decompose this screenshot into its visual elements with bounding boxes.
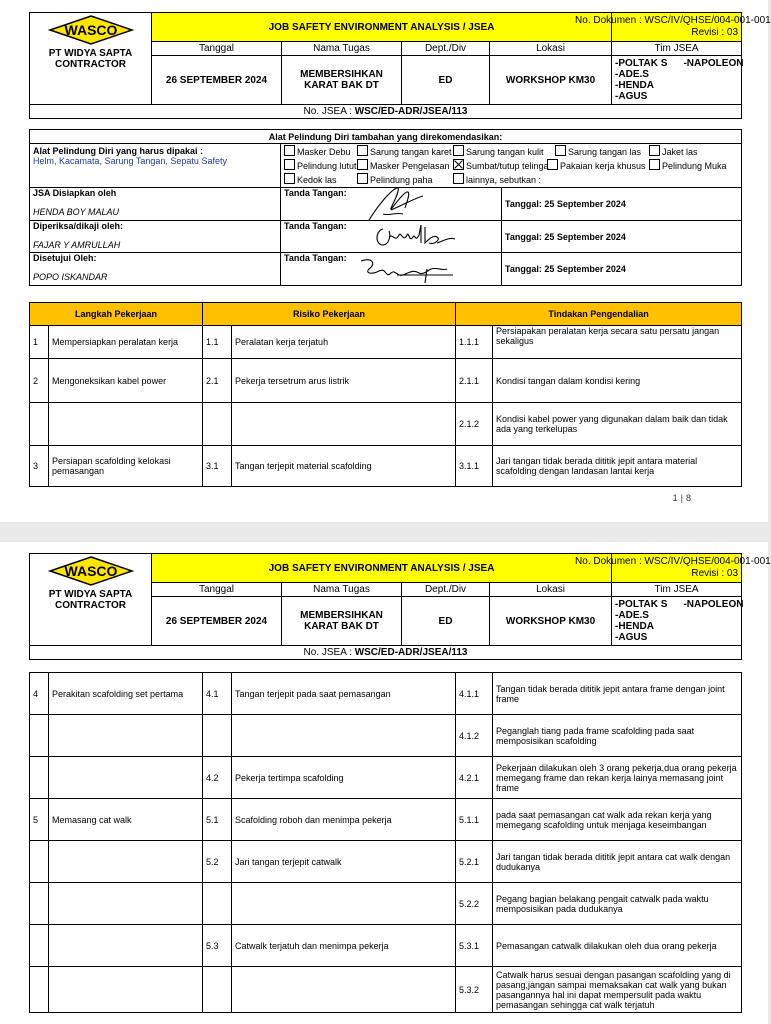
step-text: Mengoneksikan kabel power <box>49 359 203 403</box>
step-text <box>49 403 203 446</box>
header-control: Tindakan Pengendalian <box>456 303 742 326</box>
prepared-by-label: JSA Disiapkan oleh <box>33 188 117 198</box>
prepared-date: Tanggal: 25 September 2024 <box>502 188 742 221</box>
table-row <box>30 446 742 487</box>
table-row <box>30 883 742 925</box>
ppe-option-pelindung-lutut[interactable]: Pelindung lutut <box>284 159 357 173</box>
col-dept-label: Dept./Div <box>402 42 490 56</box>
approved-date: Tanggal: 25 September 2024 <box>502 253 742 286</box>
date-value: 26 SEPTEMBER 2024 <box>152 56 282 105</box>
risk-number: 4.2 <box>203 757 232 799</box>
control-number: 5.2.2 <box>456 883 493 925</box>
date-value: 26 SEPTEMBER 2024 <box>152 597 282 646</box>
risk-text: Scafolding roboh dan menimpa pekerja <box>232 799 456 841</box>
risk-number <box>203 715 232 757</box>
team-member: -HENDA <box>615 621 654 632</box>
step-text: Mempersiapkan peralatan kerja <box>49 326 203 359</box>
team-member: -POLTAK S <box>615 58 668 69</box>
ppe-option-sarung-tangan-kulit[interactable]: Sarung tangan kulit <box>453 145 555 159</box>
col-team-label: Tim JSEA <box>612 583 742 597</box>
document-title: JOB SAFETY ENVIRONMENT ANALYSIS / JSEA <box>152 554 612 583</box>
page-total: 8 <box>685 493 691 503</box>
team-member: -HENDA <box>615 80 654 91</box>
dept-value: ED <box>402 56 490 105</box>
approved-signature-cell <box>281 253 502 286</box>
risk-number: 5.2 <box>203 841 232 883</box>
document-number: No. Dokumen : WSC/IV/QHSE/004-001-001 <box>575 556 771 567</box>
step-number <box>30 967 49 1013</box>
step-number: 2 <box>30 359 49 403</box>
signature-2-icon <box>369 221 459 251</box>
col-date-label: Tanggal <box>152 583 282 597</box>
table-row <box>30 757 742 799</box>
table-row <box>30 326 742 359</box>
ppe-option-masker-debu[interactable]: Masker Debu <box>284 145 357 159</box>
col-location-label: Lokasi <box>490 583 612 597</box>
step-number <box>30 757 49 799</box>
task-value: MEMBERSIHKAN KARAT BAK DT <box>282 597 402 646</box>
ppe-option-pelindung-paha[interactable]: Pelindung paha <box>357 173 453 187</box>
table-row <box>30 925 742 967</box>
table-row <box>30 967 742 1013</box>
control-number: 5.3.1 <box>456 925 493 967</box>
signature-3-icon <box>357 255 457 285</box>
ppe-table <box>29 129 742 286</box>
team-list <box>612 597 742 646</box>
step-text <box>49 967 203 1013</box>
company-name: PT WIDYA SAPTA CONTRACTOR <box>48 589 133 611</box>
steps-table-page-1 <box>29 302 742 487</box>
wasco-logo-icon <box>49 556 133 586</box>
risk-number: 3.1 <box>203 446 232 487</box>
control-text: Pegang bagian belakang pengait catwalk pada waktu memposisikan pada dudukanya <box>493 883 742 925</box>
ppe-option-jaket-las[interactable]: Jaket las <box>649 145 698 159</box>
step-text <box>49 925 203 967</box>
team-list <box>612 56 742 105</box>
control-number: 2.1.1 <box>456 359 493 403</box>
control-number: 4.2.1 <box>456 757 493 799</box>
risk-text: Jari tangan terjepit catwalk <box>232 841 456 883</box>
jsea-number: WSC/ED-ADR/JSEA/113 <box>354 106 468 117</box>
risk-text <box>232 967 456 1013</box>
control-text: Tangan tidak berada dititik jepit antara frame dengan joint frame <box>493 673 742 715</box>
risk-number <box>203 403 232 446</box>
jsea-number-row <box>30 646 742 660</box>
risk-text <box>232 715 456 757</box>
col-task-label: Nama Tugas <box>282 42 402 56</box>
control-number: 2.1.2 <box>456 403 493 446</box>
step-text <box>49 757 203 799</box>
table-row <box>30 403 742 446</box>
approved-by-label: Disetujui Oleh: <box>33 253 97 263</box>
team-member: -AGUS <box>615 91 648 102</box>
ppe-options <box>281 144 742 188</box>
step-number: 4 <box>30 673 49 715</box>
risk-text: Tangan terjepit material scafolding <box>232 446 456 487</box>
logo-text: WASCO <box>64 563 117 579</box>
document-title: JOB SAFETY ENVIRONMENT ANALYSIS / JSEA <box>152 13 612 42</box>
step-number <box>30 715 49 757</box>
ppe-option-pakaian-kerja-khusus[interactable]: Pakaian kerja khusus <box>547 159 649 173</box>
checked-by-label: Diperiksa/dikaji oleh: <box>33 221 124 231</box>
page-number: 1 | 8 <box>672 493 691 503</box>
checkbox-icon[interactable] <box>453 145 464 156</box>
checked-by-name: FAJAR Y AMRULLAH <box>33 240 121 250</box>
risk-text: Catwalk terjatuh dan menimpa pekerja <box>232 925 456 967</box>
team-member: -AGUS <box>615 632 648 643</box>
control-number: 1.1.1 <box>456 326 493 359</box>
task-value: MEMBERSIHKAN KARAT BAK DT <box>282 56 402 105</box>
location-value: WORKSHOP KM30 <box>490 597 612 646</box>
team-member: -POLTAK S <box>615 599 668 610</box>
team-member: -ADE.S <box>615 69 649 80</box>
ppe-title: Alat Pelindung Diri tambahan yang direkomendasikan: <box>30 130 742 144</box>
control-number: 4.1.2 <box>456 715 493 757</box>
checkbox-icon[interactable] <box>357 159 368 170</box>
document-number-cell <box>575 13 771 42</box>
ppe-option-pelindung-muka[interactable]: Pelindung Muka <box>649 159 727 173</box>
checked-by-cell <box>30 221 281 253</box>
risk-number <box>203 883 232 925</box>
company-logo-cell <box>30 554 152 646</box>
jsea-number-row <box>30 105 742 119</box>
control-number: 5.1.1 <box>456 799 493 841</box>
ppe-required-label: Alat Pelindung Diri yang harus dipakai : <box>33 146 204 156</box>
checked-checkbox-icon[interactable] <box>453 159 464 170</box>
prepared-by-name: HENDA BOY MALAU <box>33 207 120 217</box>
control-text: Peganglah tiang pada frame scafolding pada saat memposisikan scafolding <box>493 715 742 757</box>
company-name: PT WIDYA SAPTA CONTRACTOR <box>48 48 133 70</box>
step-number <box>30 403 49 446</box>
checkbox-icon[interactable] <box>284 173 295 184</box>
control-text: Kondisi tangan dalam kondisi kering <box>493 359 742 403</box>
jsea-number-label: No. JSEA : <box>303 647 355 658</box>
checkbox-icon[interactable] <box>284 159 295 170</box>
control-text: Jari tangan tidak berada dititik jepit antara cat walk dengan dudukanya <box>493 841 742 883</box>
page-current: 1 <box>672 493 678 503</box>
checked-date: Tanggal: 25 September 2024 <box>502 221 742 253</box>
control-number: 5.3.2 <box>456 967 493 1013</box>
step-text <box>49 883 203 925</box>
step-number <box>30 883 49 925</box>
col-team-label: Tim JSEA <box>612 42 742 56</box>
risk-number: 5.1 <box>203 799 232 841</box>
risk-text: Tangan terjepit pada saat pemasangan <box>232 673 456 715</box>
document-page-2 <box>0 542 771 1024</box>
prepared-by-cell <box>30 188 281 221</box>
control-text: Kondisi kabel power yang digunakan dalam baik dan tidak ada yang terkelupas <box>493 403 742 446</box>
col-location-label: Lokasi <box>490 42 612 56</box>
approved-by-name: POPO ISKANDAR <box>33 272 108 282</box>
table-row <box>30 359 742 403</box>
step-number: 3 <box>30 446 49 487</box>
header-risk: Risiko Pekerjaan <box>203 303 456 326</box>
wasco-logo-icon <box>49 15 133 45</box>
control-text: Pekerjaan dilakukan oleh 3 orang pekerja,dua orang pekerja memegang frame dan rekan kerja lainya memasang joint frame <box>493 757 742 799</box>
table-row <box>30 841 742 883</box>
team-member: -NAPOLEON <box>683 599 744 610</box>
checkbox-icon[interactable] <box>547 159 558 170</box>
checkbox-icon[interactable] <box>453 173 464 184</box>
location-value: WORKSHOP KM30 <box>490 56 612 105</box>
control-text: Jari tangan tidak berada dititik jepit antara material scafolding dengan landasan lantai kerja <box>493 446 742 487</box>
signature-label: Tanda Tangan: <box>284 188 347 198</box>
checkbox-icon[interactable] <box>357 173 368 184</box>
control-text: Pemasangan catwalk dilakukan oleh dua orang pekerja <box>493 925 742 967</box>
jsea-number-label: No. JSEA : <box>303 106 355 117</box>
team-member: -NAPOLEON <box>683 58 744 69</box>
revision-number: Revisi : 03 <box>691 27 739 38</box>
checkbox-icon[interactable] <box>649 145 660 156</box>
ppe-option-sumbat-telinga[interactable]: Sumbat/tutup telinga <box>453 159 547 173</box>
table-row <box>30 715 742 757</box>
team-member: -ADE.S <box>615 610 649 621</box>
control-text: Catwalk harus sesuai dengan pasangan scafolding yang di pasang,jangan sampai memaksakan cat walk yang bukan pasangannya hal ini dapat mempersulit pada waktu pemasangan sehingga cat walk terjatuh <box>493 967 742 1013</box>
prepared-signature-cell <box>281 188 502 221</box>
col-date-label: Tanggal <box>152 42 282 56</box>
checked-signature-cell <box>281 221 502 253</box>
ppe-option-lainnya[interactable]: lainnya, sebutkan : <box>453 173 541 187</box>
ppe-required-value: Helm, Kacamata, Sarung Tangan, Sepatu Safety <box>33 156 227 166</box>
step-number: 1 <box>30 326 49 359</box>
risk-text <box>232 403 456 446</box>
company-logo-cell <box>30 13 152 105</box>
ppe-option-sarung-tangan-karet[interactable]: Sarung tangan karet <box>357 145 453 159</box>
step-text: Perakitan scafolding set pertama <box>49 673 203 715</box>
jsea-number: WSC/ED-ADR/JSEA/113 <box>354 647 468 658</box>
risk-number: 4.1 <box>203 673 232 715</box>
signature-label: Tanda Tangan: <box>284 253 347 263</box>
table-row <box>30 673 742 715</box>
ppe-option-masker-pengelasan[interactable]: Masker Pengelasan <box>357 159 453 173</box>
step-number: 5 <box>30 799 49 841</box>
risk-text: Peralatan kerja terjatuh <box>232 326 456 359</box>
ppe-option-sarung-tangan-las[interactable]: Sarung tangan las <box>555 145 649 159</box>
risk-number <box>203 967 232 1013</box>
step-text <box>49 841 203 883</box>
control-text: pada saat pemasangan cat walk ada rekan kerja yang memegang scafolding untuk menjaga keseimbangan <box>493 799 742 841</box>
control-text: Persiapakan peralatan kerja secara satu persatu jangan sekaligus <box>493 326 742 359</box>
ppe-option-kedok-las[interactable]: Kedok las <box>284 173 357 187</box>
steps-table-page-2 <box>29 672 742 1013</box>
signature-label: Tanda Tangan: <box>284 221 347 231</box>
risk-text: Pekerja tertimpa scafolding <box>232 757 456 799</box>
jsea-header-table <box>29 553 771 660</box>
step-text: Memasang cat walk <box>49 799 203 841</box>
checkbox-icon[interactable] <box>649 159 660 170</box>
step-text: Persiapan scafolding kelokasi pemasangan <box>49 446 203 487</box>
ppe-required-cell <box>30 144 281 188</box>
control-number: 5.2.1 <box>456 841 493 883</box>
col-task-label: Nama Tugas <box>282 583 402 597</box>
revision-number: Revisi : 03 <box>691 568 739 579</box>
document-number: No. Dokumen : WSC/IV/QHSE/004-001-001 <box>575 15 771 26</box>
table-row <box>30 799 742 841</box>
risk-number: 5.3 <box>203 925 232 967</box>
approved-by-cell <box>30 253 281 286</box>
header-step: Langkah Pekerjaan <box>30 303 203 326</box>
risk-number: 1.1 <box>203 326 232 359</box>
logo-text: WASCO <box>64 22 117 38</box>
risk-text <box>232 883 456 925</box>
checkbox-icon[interactable] <box>555 145 566 156</box>
control-number: 3.1.1 <box>456 446 493 487</box>
step-number <box>30 925 49 967</box>
document-number-cell <box>575 554 771 583</box>
risk-text: Pekerja tersetrum arus listrik <box>232 359 456 403</box>
risk-number: 2.1 <box>203 359 232 403</box>
checkbox-icon[interactable] <box>357 145 368 156</box>
col-dept-label: Dept./Div <box>402 583 490 597</box>
checkbox-icon[interactable] <box>284 145 295 156</box>
jsea-header-table <box>29 12 771 119</box>
step-text <box>49 715 203 757</box>
step-number <box>30 841 49 883</box>
dept-value: ED <box>402 597 490 646</box>
control-number: 4.1.1 <box>456 673 493 715</box>
